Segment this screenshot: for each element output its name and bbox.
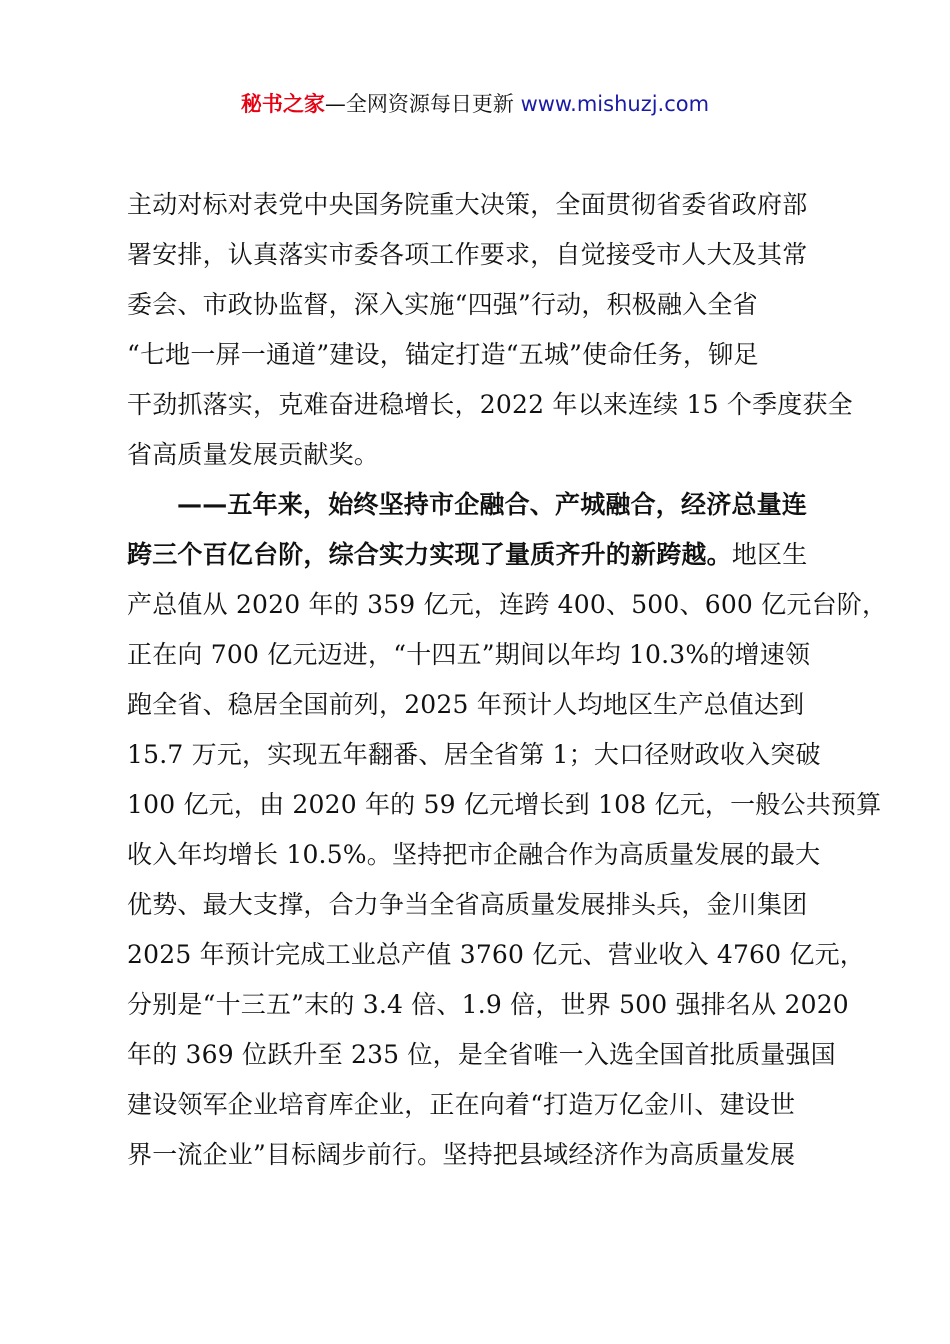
text-line: 收入年均增长 10.5%。坚持把市企融合作为高质量发展的最大 [127,840,821,869]
text-line: 100 亿元，由 2020 年的 59 亿元增长到 108 亿元，一般公共预算 [127,790,882,819]
text-line: 界一流企业”目标阔步前行。坚持把县域经济作为高质量发展 [127,1140,796,1169]
text-line: “七地一屏一通道”建设，锚定打造“五城”使命任务，铆足 [127,340,759,369]
text-line: 建设领军企业培育库企业，正在向着“打造万亿金川、建设世 [127,1090,796,1119]
text-line: 委会、市政协监督，深入实施“四强”行动，积极融入全省 [127,290,758,319]
text-line: 产总值从 2020 年的 359 亿元，连跨 400、500、600 亿元台阶， [127,590,888,619]
text-line: 15.7 万元，实现五年翻番、居全省第 1；大口径财政收入突破 [127,740,821,769]
site-tagline: —全网资源每日更新 [324,92,521,116]
text-line: 分别是“十三五”末的 3.4 倍、1.9 倍，世界 500 强排名从 2020 [127,990,849,1019]
site-url-link[interactable]: www.mishuzj.com [520,92,710,116]
text-line: 干劲抓落实，克难奋进稳增长，2022 年以来连续 15 个季度获全 [127,390,853,419]
document-body [127,180,888,1180]
text-line-rest: 地区生 [731,540,808,569]
text-line: 跑全省、稳居全国前列，2025 年预计人均地区生产总值达到 [127,690,805,719]
site-brand: 秘书之家 [240,92,325,116]
text-line-mixed [127,530,837,580]
text-line: 署安排，认真落实市委各项工作要求，自觉接受市人大及其常 [127,240,808,269]
site-header [0,88,950,120]
section-heading-line: 跨三个百亿台阶，综合实力实现了量质齐升的新跨越。 [127,540,732,569]
text-line: 主动对标对表党中央国务院重大决策，全面贯彻省委省政府部 [127,190,808,219]
text-line: 正在向 700 亿元迈进，“十四五”期间以年均 10.3%的增速领 [127,640,811,669]
text-line: 年的 369 位跃升至 235 位，是全省唯一入选全国首批质量强国 [127,1040,836,1069]
text-line: 2025 年预计完成工业总产值 3760 亿元、营业收入 4760 亿元， [127,940,866,969]
text-line: 省高质量发展贡献奖。 [127,440,380,469]
text-line: 优势、最大支撑，合力争当全省高质量发展排头兵，金川集团 [127,890,808,919]
section-heading-line: ——五年来，始终坚持市企融合、产城融合，经济总量连 [177,490,808,519]
